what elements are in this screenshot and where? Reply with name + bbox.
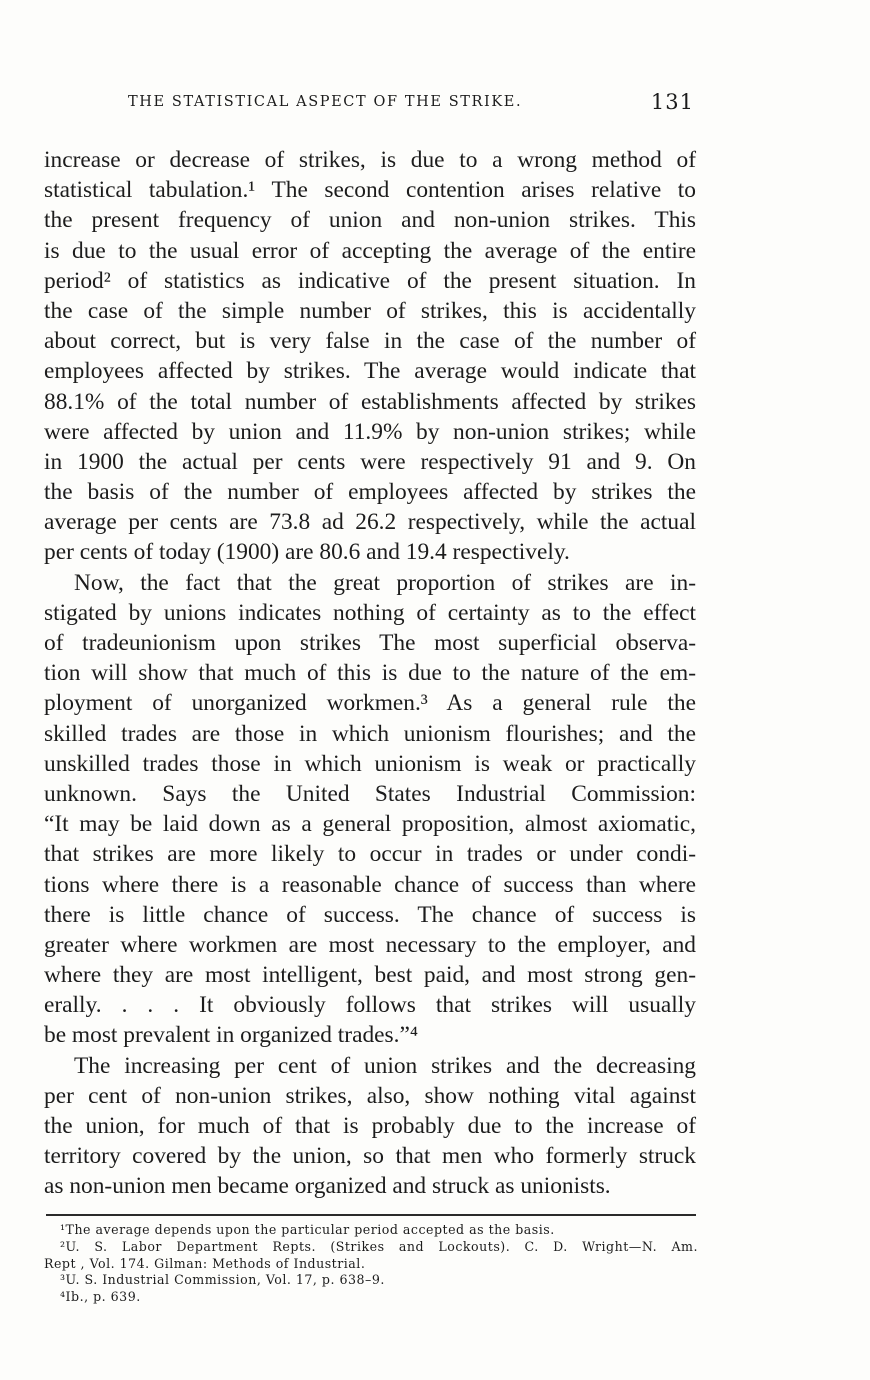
- text-line: where they are most intelligent, best paid, and most strong gen-: [44, 962, 696, 989]
- text-line: unskilled trades those in which unionism is weak or practically: [44, 750, 696, 777]
- text-line: stigated by unions indicates nothing of certainty as to the effect: [44, 599, 696, 626]
- footnotes: [44, 1222, 698, 1306]
- text-line: per cents of today (1900) are 80.6 and 19.4 respectively.: [44, 539, 570, 566]
- text-line: the basis of the number of employees affected by strikes the: [44, 479, 696, 506]
- text-line: tion will show that much of this is due to the nature of the em-: [44, 660, 696, 687]
- body-text: [44, 145, 696, 1202]
- text-line: in 1900 the actual per cents were respectively 91 and 9. On: [44, 448, 696, 475]
- footnote-divider: [46, 1214, 696, 1216]
- text-line: were affected by union and 11.9% by non-union strikes; while: [44, 418, 696, 445]
- text-line: erally. . . . It obviously follows that strikes will usually: [44, 992, 696, 1019]
- text-line: of tradeunionism upon strikes The most superficial observa-: [44, 630, 696, 656]
- text-line: period² of statistics as indicative of the present situation. In: [44, 267, 696, 294]
- text-line: is due to the usual error of accepting the average of the entire: [44, 237, 696, 264]
- text-line: increase or decrease of strikes, is due to a wrong method of: [44, 147, 696, 173]
- footnote-4: ⁴Ib., p. 639.: [60, 1289, 141, 1305]
- text-line: skilled trades are those in which unionism flourishes; and the: [44, 720, 696, 747]
- text-line: greater where workmen are most necessary to the employer, and: [44, 931, 696, 958]
- text-line: the union, for much of that is probably due to the increase of: [44, 1113, 696, 1139]
- text-line: territory covered by the union, so that men who formerly struck: [44, 1143, 696, 1170]
- text-line: average per cents are 73.8 ad 26.2 respectively, while the actual: [44, 509, 696, 536]
- text-line: that strikes are more likely to occur in trades or under condi-: [44, 841, 696, 868]
- text-line: unknown. Says the United States Industrial Commission:: [44, 780, 696, 807]
- footnote-2: ²U. S. Labor Department Repts. (Strikes and Lockouts). C. D. Wright—N. Am.: [60, 1238, 698, 1254]
- text-line: ployment of unorganized workmen.³ As a general rule the: [44, 690, 696, 717]
- text-line: employees affected by strikes. The average would indicate that: [44, 358, 696, 385]
- footnote-2-continued: Rept , Vol. 174. Gilman: Methods of Industrial.: [44, 1255, 366, 1271]
- text-line: 88.1% of the total number of establishments affected by strikes: [44, 388, 696, 415]
- footnote-1: ¹The average depends upon the particular period accepted as the basis.: [60, 1222, 555, 1237]
- text-line: “It may be laid down as a general proposition, almost axiomatic,: [44, 811, 696, 838]
- running-head: [46, 92, 696, 118]
- text-line: as non-union men became organized and struck as unionists.: [44, 1173, 611, 1200]
- text-line: there is little chance of success. The chance of success is: [44, 901, 696, 928]
- text-line: The increasing per cent of union strikes and the decreasing: [74, 1052, 696, 1079]
- text-line: Now, the fact that the great proportion of strikes are in-: [74, 569, 696, 596]
- text-line: the present frequency of union and non-union strikes. This: [44, 207, 696, 234]
- text-line: tions where there is a reasonable chance of success than where: [44, 871, 696, 898]
- text-line: the case of the simple number of strikes, this is accidentally: [44, 297, 696, 324]
- text-line: per cent of non-union strikes, also, show nothing vital against: [44, 1082, 696, 1109]
- text-line: be most prevalent in organized trades.”⁴: [44, 1022, 419, 1049]
- running-title: THE STATISTICAL ASPECT OF THE STRIKE.: [128, 94, 523, 110]
- page-number: 131: [650, 90, 694, 114]
- text-line: statistical tabulation.¹ The second contention arises relative to: [44, 177, 696, 204]
- text-line: about correct, but is very false in the case of the number of: [44, 328, 696, 355]
- footnote-3: ³U. S. Industrial Commission, Vol. 17, p. 638–9.: [60, 1272, 385, 1288]
